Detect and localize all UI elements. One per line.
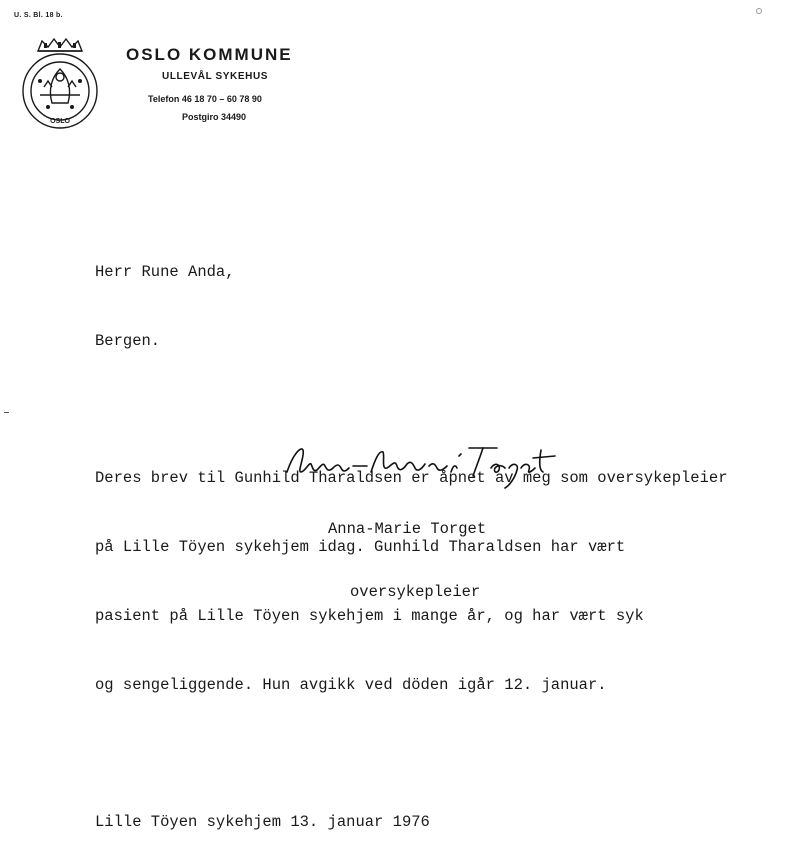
recipient-city: Bergen. <box>95 332 161 350</box>
recipient-name: Herr Rune Anda, <box>95 263 235 281</box>
body-line: pasient på Lille Töyen sykehjem i mange år, og har vært syk <box>95 607 644 625</box>
body-line: og sengeliggende. Hun avgikk ved döden igår 12. januar. <box>95 676 607 694</box>
phone-numbers: Telefon 46 18 70 – 60 78 90 <box>148 94 262 104</box>
body-line: Deres brev til Gunhild Tharaldsen er åpnet av meg som oversykepleier <box>95 469 728 487</box>
signature-block <box>328 477 486 624</box>
letterhead <box>126 45 293 126</box>
signer-name: Anna-Marie Torget <box>328 520 487 538</box>
body-line: på Lille Töyen sykehjem idag. Gunhild Tharaldsen har vært <box>95 538 626 556</box>
edge-mark <box>4 412 9 413</box>
department-name: ULLEVÅL SYKEHUS <box>162 71 269 82</box>
edge-mark <box>756 8 762 14</box>
seal-text: OSLO <box>50 118 70 125</box>
signer-title: oversykepleier <box>350 583 481 601</box>
organization-name: OSLO KOMMUNE <box>126 45 293 64</box>
contact-info <box>148 90 293 126</box>
form-code: U. S. Bl. 18 b. <box>14 12 63 19</box>
place-and-date: Lille Töyen sykehjem 13. januar 1976 <box>95 813 430 831</box>
postgiro-number: Postgiro 34490 <box>182 112 247 122</box>
city-seal-icon <box>18 37 102 132</box>
